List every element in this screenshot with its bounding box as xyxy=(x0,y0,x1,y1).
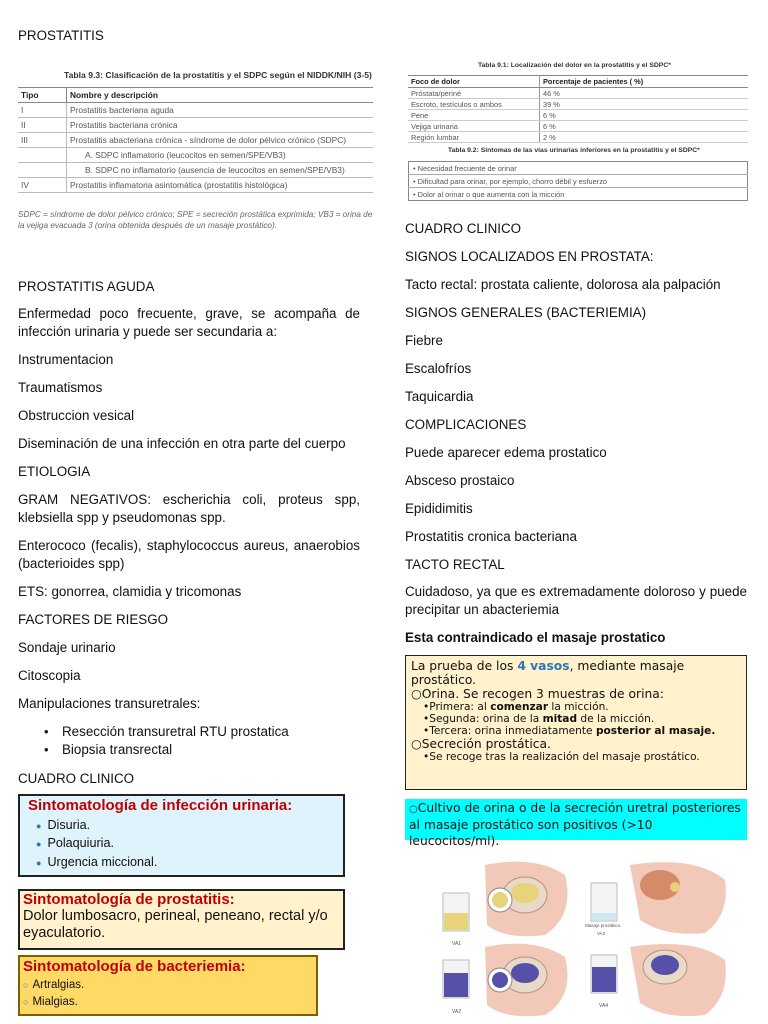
ring-bullet-icon: ○ xyxy=(411,737,422,751)
table-row xyxy=(408,132,748,143)
figure-label: VA1 xyxy=(452,941,462,947)
factor-item: Sondaje urinario xyxy=(18,640,116,655)
table93-header-desc: Nombre y descripción xyxy=(67,88,374,103)
symptom-list xyxy=(28,816,335,871)
table92-cell: Dificultad para orinar, por ejemplo, chorro débil y esfuerzo xyxy=(417,176,608,186)
list-item xyxy=(28,853,335,871)
table91-header: Foco de dolor xyxy=(408,76,540,88)
heading-complicaciones: COMPLICACIONES xyxy=(405,417,527,432)
figure-label: Masaje prostático xyxy=(585,923,621,928)
table93-cell: Prostatitis abacteriana crónica - síndrome de dolor pélvico crónico (SDPC) xyxy=(67,133,374,148)
secrecion-text: Secreción prostática. xyxy=(421,737,551,751)
complicacion-item: Puede aparecer edema prostatico xyxy=(405,445,607,460)
bullet-icon: ● xyxy=(36,839,42,850)
table93-cell: I xyxy=(18,103,67,118)
prostate-massage-anatomy-icon xyxy=(630,862,726,934)
table-row xyxy=(18,148,373,163)
table91-cell: Escroto, testículos o ambos xyxy=(408,99,540,110)
table93-cell xyxy=(18,148,67,163)
heading-cuadro-clinico: CUADRO CLINICO xyxy=(18,771,135,786)
table-row: • Dolor al orinar o que aumenta con la micción xyxy=(413,189,565,199)
symptom-text: Urgencia miccional. xyxy=(47,854,158,869)
prueba-4-vasos-box xyxy=(405,655,747,790)
cause-item: Obstruccion vesical xyxy=(18,408,135,423)
table-row: • Dificultad para orinar, por ejemplo, chorro débil y esfuerzo xyxy=(409,175,748,188)
symptom-list xyxy=(23,977,313,1012)
symptom-text: Disuria. xyxy=(47,818,91,832)
cause-item: Diseminación de una infección en otra parte del cuerpo xyxy=(18,436,346,451)
table93-cell: IV xyxy=(18,178,67,193)
table-row xyxy=(18,133,373,148)
figure-label: VA2 xyxy=(452,1009,462,1015)
list-item xyxy=(28,816,335,834)
page-title: PROSTATITIS xyxy=(18,28,104,43)
table91-cell: 2 % xyxy=(540,132,749,143)
intro-paragraph: Enfermedad poco frecuente, grave, se acompaña de infección urinaria y puede ser secundaria a: xyxy=(18,306,360,339)
table93-cell: A. SDPC inflamatorio (leucocitos en semen/SPE/VB3) xyxy=(67,148,374,163)
box-title-text: La prueba de los xyxy=(411,659,518,673)
table91-cell: 39 % xyxy=(540,99,749,110)
box-title-highlight: 4 vasos xyxy=(517,659,570,673)
classification-table xyxy=(18,87,373,193)
pelvis-anatomy-icon xyxy=(630,944,726,1016)
table93-cell: Prostatitis inflamatoria asintomática (prostatitis histológica) xyxy=(67,178,374,193)
list-item xyxy=(28,834,335,852)
cuidadoso-paragraph: Cuidadoso, ya que es extremadamente doloroso y puede precipitar un abacteriemia xyxy=(405,584,747,617)
table-row xyxy=(18,103,373,118)
table91-cell: 6 % xyxy=(540,121,749,132)
cause-item: Traumatismos xyxy=(18,380,103,395)
box-text: Dolor lumbosacro, perineal, peneano, rectal y/o eyaculatorio. xyxy=(23,908,328,942)
bullet-icon: ● xyxy=(36,857,42,868)
glass-va1-icon xyxy=(443,893,469,947)
ring-bullet-icon: ○ xyxy=(23,980,29,990)
table-row xyxy=(408,121,748,132)
box-title-text: , mediante masaje prostático. xyxy=(411,659,685,687)
table93-header-tipo: Tipo xyxy=(18,88,67,103)
pain-location-table xyxy=(408,75,748,143)
heading-factores: FACTORES DE RIESGO xyxy=(18,612,169,627)
orina-line xyxy=(411,687,741,701)
list-item: • Biopsia transrectal xyxy=(44,741,289,759)
heading-cuadro-clinico-right: CUADRO CLINICO xyxy=(405,221,522,236)
signo-item: Escalofríos xyxy=(405,361,472,376)
figure-label: VA3 xyxy=(597,931,606,936)
table93-cell: B. SDPC no inflamatorio (ausencia de leucocitos en semen/SPE/VB3) xyxy=(67,163,374,178)
table92-cell: Necesidad frecuente de orinar xyxy=(417,163,517,173)
gram-negativos-paragraph: GRAM NEGATIVOS: escherichia coli, proteus spp, klebsiella spp y pseudomonas spp. xyxy=(18,492,360,525)
table93-cell: III xyxy=(18,133,67,148)
list-item: • Resección transuretral RTU prostatica xyxy=(44,723,289,741)
table92-caption: Tabla 9.2: Síntomas de las vías urinarias inferiores en la prostatitis y el SDPC* xyxy=(448,147,700,154)
bullet-icon: ● xyxy=(36,821,42,831)
symptoms-table xyxy=(408,161,748,201)
table-row: • Necesidad frecuente de orinar xyxy=(409,162,748,175)
table91-cell: Región lumbar xyxy=(408,132,540,143)
table91-cell: Pene xyxy=(408,110,540,121)
symptom-text: Artralgias. xyxy=(32,979,85,991)
signo-item: Fiebre xyxy=(405,333,443,348)
heading-tacto-rectal: TACTO RECTAL xyxy=(405,557,505,572)
symptom-text: Polaquiuria. xyxy=(47,836,114,851)
figure-label: VA4 xyxy=(599,1003,609,1009)
table91-header: Porcentaje de pacientes ( %) xyxy=(540,76,749,88)
sub-factor-list xyxy=(44,723,289,759)
box-heading: Sintomatología de infección urinaria: xyxy=(28,797,293,814)
box-infeccion-urinaria xyxy=(18,794,345,877)
table-row xyxy=(18,178,373,193)
heading-signos-generales: SIGNOS GENERALES (BACTERIEMIA) xyxy=(405,305,647,320)
box-heading: Sintomatología de prostatitis: xyxy=(23,891,235,908)
four-glass-test-figure xyxy=(425,855,745,1020)
table92-cell: Dolor al orinar o que aumenta con la micción xyxy=(417,189,565,199)
table93-cell: Prostatitis bacteriana crónica xyxy=(67,118,374,133)
table-row xyxy=(18,163,373,178)
pelvis-anatomy-icon xyxy=(485,862,568,937)
sample-item: •Se recoge tras la realización del masaje prostático. xyxy=(423,751,700,763)
table93-note: SDPC = síndrome de dolor pélvico crónico; SPE = secreción prostática exprimida; VB3 = orina de la vejiga evacuada 3 (orina obtenida después de un masaje prostático). xyxy=(18,210,373,231)
factor-item: Citoscopia xyxy=(18,668,81,683)
ets-paragraph: ETS: gonorrea, clamidia y tricomonas xyxy=(18,584,242,599)
table91-caption: Tabla 9.1: Localización del dolor en la prostatitis y el SDPC* xyxy=(478,62,671,69)
cultivo-text: Cultivo de orina o de la secreción uretral posteriores al masaje prostático son positivos (>10 leucocitos/ml). xyxy=(409,801,741,849)
sample-item: •Primera: al comenzar la micción. xyxy=(423,701,609,713)
heading-signos-localizados: SIGNOS LOCALIZADOS EN PROSTATA: xyxy=(405,249,654,264)
ring-bullet-icon: ○ xyxy=(411,687,422,701)
table93-cell xyxy=(18,163,67,178)
secrecion-line xyxy=(411,737,741,751)
table93-cell: II xyxy=(18,118,67,133)
table91-cell: 6 % xyxy=(540,110,749,121)
tacto-rectal-paragraph: Tacto rectal: prostata caliente, dolorosa ala palpación xyxy=(405,277,721,292)
cultivo-highlight-box xyxy=(405,799,747,849)
box-bacteriemia xyxy=(18,955,318,1016)
heading-prostatitis-aguda: PROSTATITIS AGUDA xyxy=(18,279,155,294)
factor-item: Manipulaciones transuretrales: xyxy=(18,696,201,711)
complicacion-item: Epididimitis xyxy=(405,501,473,516)
ring-bullet-icon: ○ xyxy=(23,997,29,1008)
table-row xyxy=(408,110,748,121)
box-title xyxy=(411,659,741,687)
ring-bullet-icon: ○ xyxy=(409,804,418,815)
box-prostatitis xyxy=(18,889,345,950)
enterococo-paragraph: Enterococo (fecalis), staphylococcus aureus, anaerobios (bacterioides spp) xyxy=(18,538,360,571)
symptom-text: Mialgias. xyxy=(32,996,78,1009)
list-item xyxy=(23,977,313,994)
complicacion-item: Absceso prostaico xyxy=(405,473,515,488)
table-row xyxy=(18,118,373,133)
table91-cell: Próstata/periné xyxy=(408,88,540,99)
table93-caption: Tabla 9.3: Clasificación de la prostatitis y el SDPC según el NIDDK/NIH (3-5) xyxy=(64,70,372,80)
complicacion-item: Prostatitis cronica bacteriana xyxy=(405,529,577,544)
signo-item: Taquicardia xyxy=(405,389,474,404)
sample-item: •Tercera: orina inmediatamente posterior al masaje. xyxy=(423,725,716,737)
list-item xyxy=(23,994,313,1011)
table-row xyxy=(408,88,748,99)
box-heading: Sintomatología de bacteriemia: xyxy=(23,958,246,975)
glass-va3-icon xyxy=(585,883,621,936)
pelvis-anatomy-icon xyxy=(485,944,568,1017)
table93-cell: Prostatitis bacteriana aguda xyxy=(67,103,374,118)
cause-item: Instrumentacion xyxy=(18,352,114,367)
table-row xyxy=(408,99,748,110)
heading-etiologia: ETIOLOGIA xyxy=(18,464,91,479)
contraindicado-paragraph: Esta contraindicado el masaje prostatico xyxy=(405,630,666,645)
orina-text: Orina. Se recogen 3 muestras de orina: xyxy=(421,687,664,701)
table91-cell: Vejiga urinaria xyxy=(408,121,540,132)
glass-va4-icon xyxy=(591,955,617,1009)
table91-cell: 46 % xyxy=(540,88,749,99)
glass-va2-icon xyxy=(443,960,469,1015)
sample-item: •Segunda: orina de la mitad de la micción. xyxy=(423,713,655,725)
